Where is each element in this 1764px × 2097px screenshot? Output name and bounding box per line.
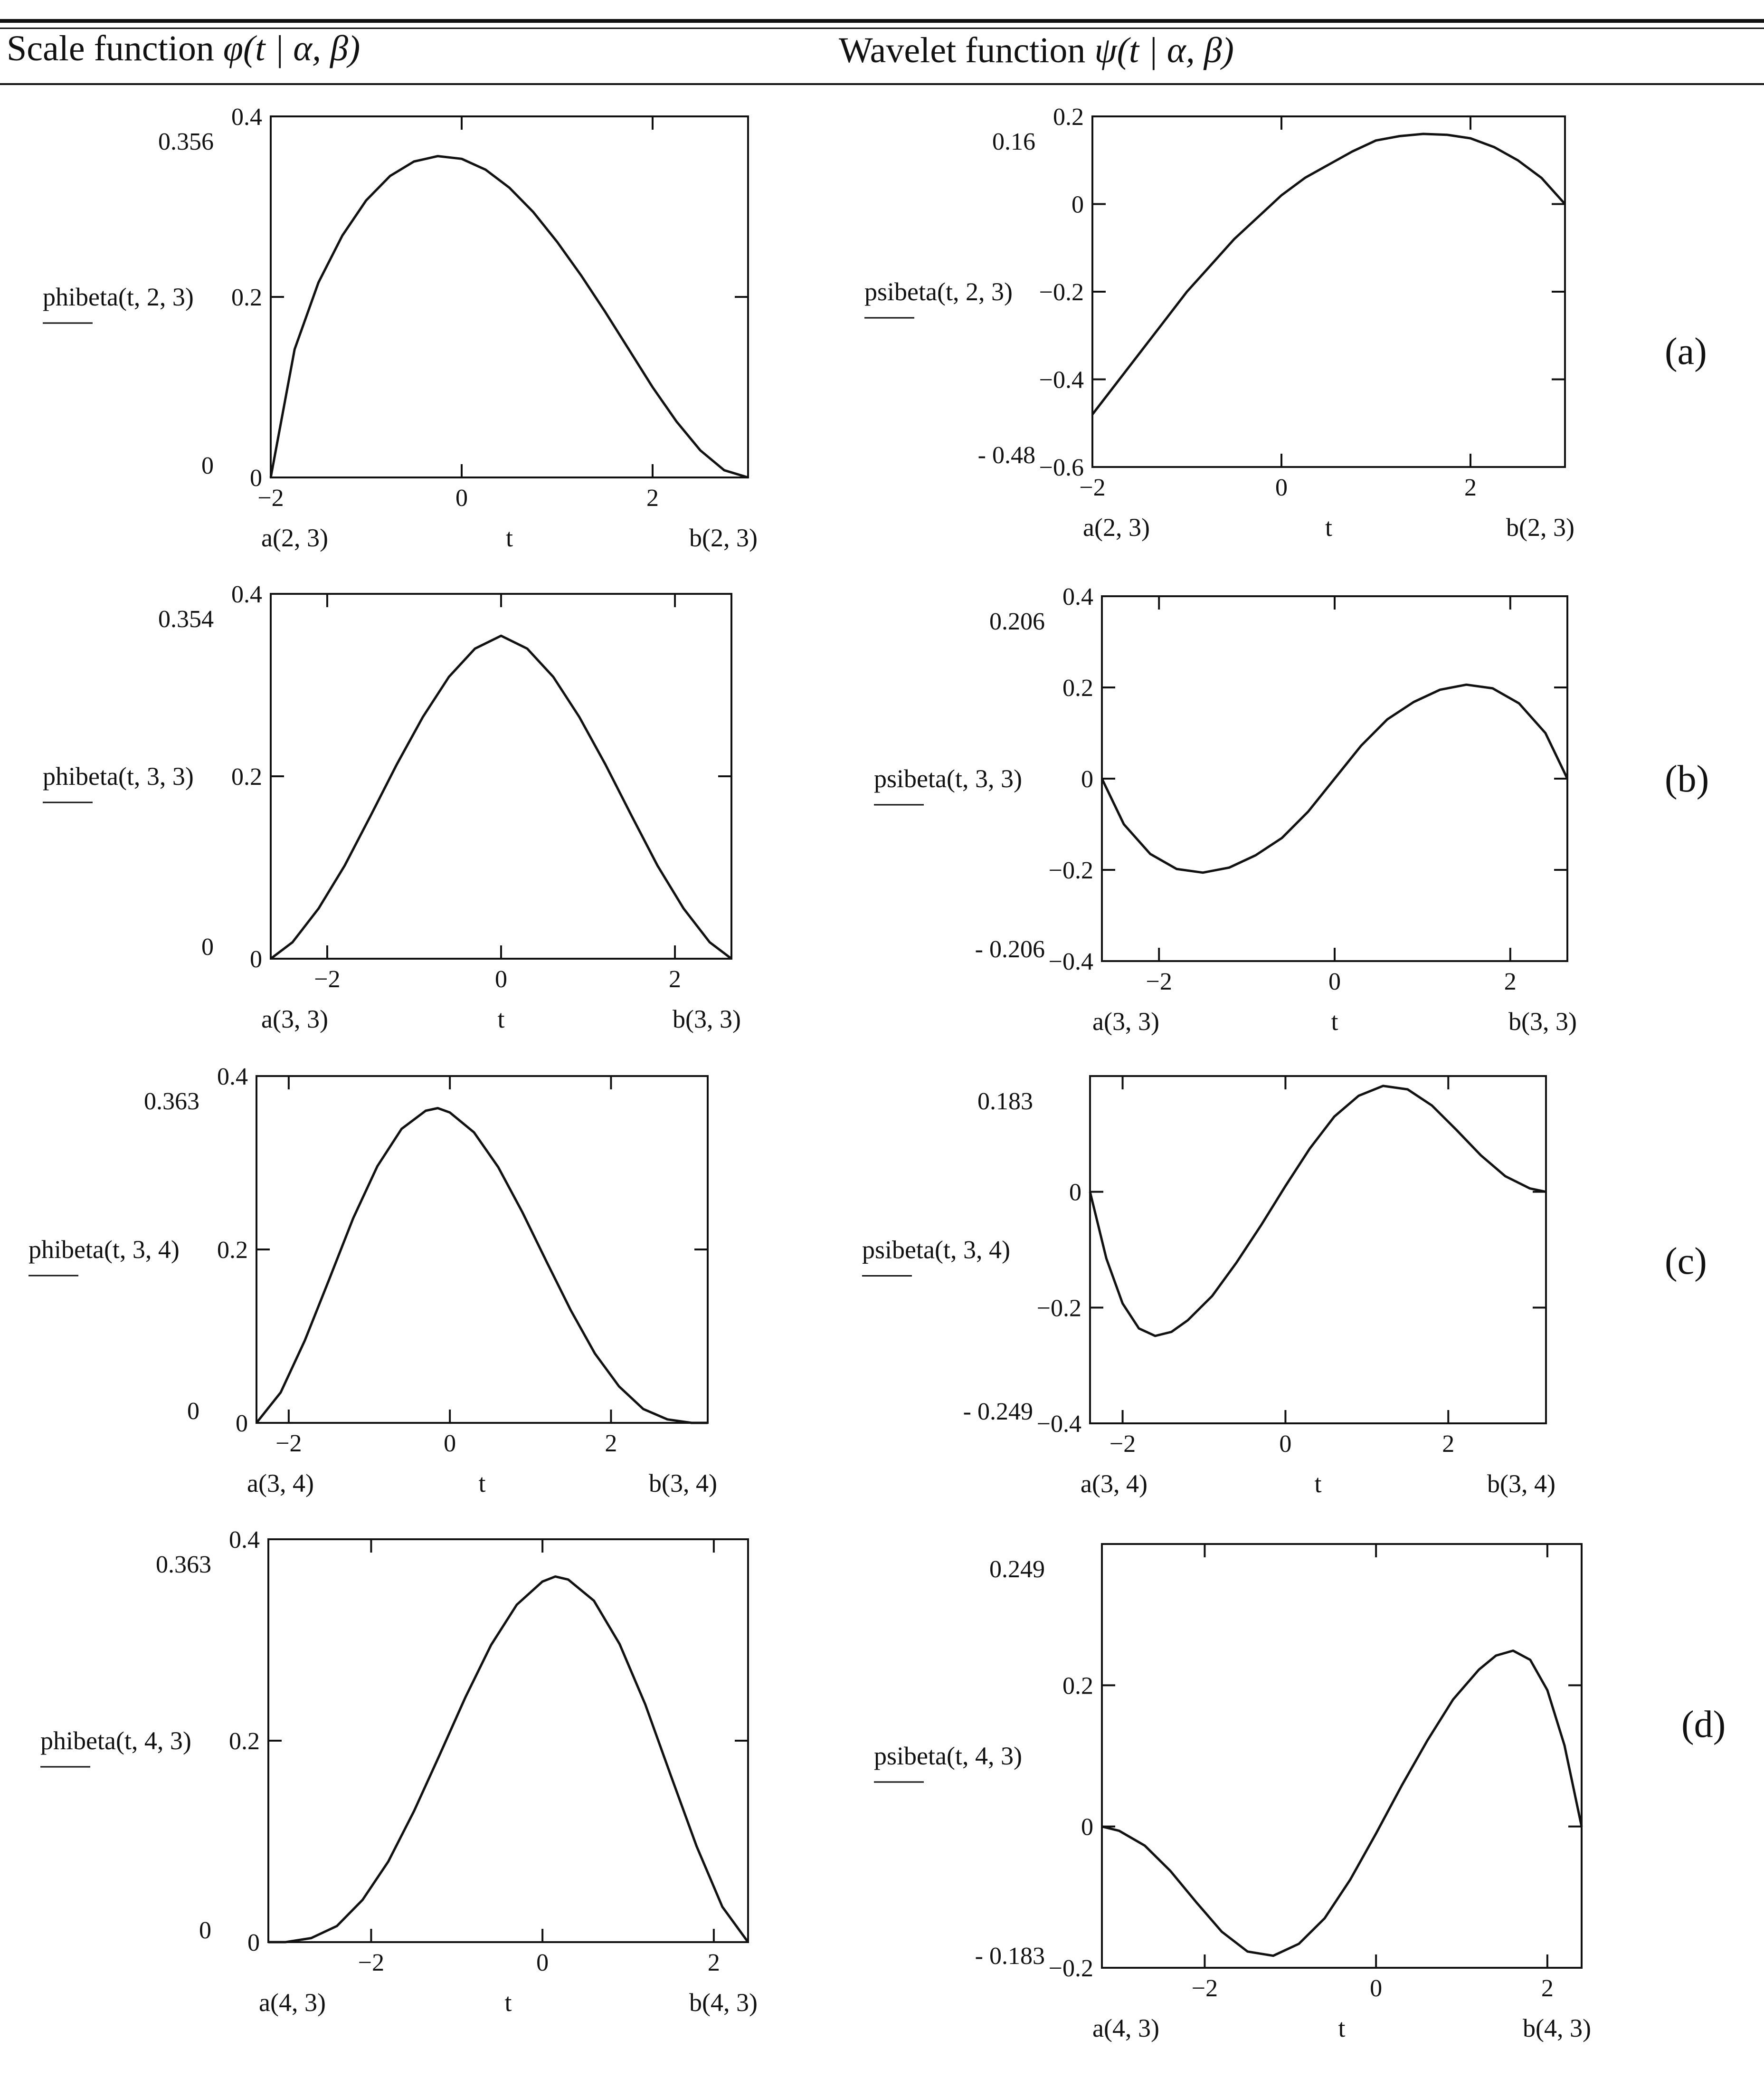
x-tick-label: 0 xyxy=(1328,968,1341,995)
y-tick-label: 0 xyxy=(250,465,262,492)
x-range-max-label: b(3, 4) xyxy=(649,1469,717,1497)
y-range-max-label: 0.16 xyxy=(992,128,1035,155)
y-tick-label: −0.4 xyxy=(1039,366,1084,394)
x-tick-label: 2 xyxy=(1541,1975,1554,2002)
x-tick-label: −2 xyxy=(1109,1430,1136,1458)
x-tick-label: 0 xyxy=(444,1430,456,1457)
y-tick-label: 0 xyxy=(1072,191,1084,219)
x-tick-label: 2 xyxy=(605,1430,617,1457)
x-tick-label: 2 xyxy=(669,966,682,993)
series-line xyxy=(256,1108,708,1423)
chart-phi_c xyxy=(28,1063,717,1497)
y-tick-label: 0.2 xyxy=(1062,1672,1093,1700)
x-axis-label: t xyxy=(1338,2014,1346,2042)
y-range-max-label: 0.206 xyxy=(989,608,1045,635)
x-axis-label: t xyxy=(478,1469,486,1497)
y-tick-label: −0.2 xyxy=(1048,1955,1093,1982)
y-tick-label: 0.4 xyxy=(217,1063,248,1090)
x-tick-label: 2 xyxy=(646,485,659,512)
y-range-min-label: 0 xyxy=(201,452,214,479)
plot-frame xyxy=(1102,1544,1582,1968)
x-range-min-label: a(2, 3) xyxy=(1083,513,1150,542)
chart-phi_a xyxy=(43,104,758,552)
y-range-max-label: 0.183 xyxy=(977,1088,1033,1115)
y-range-min-label: - 0.206 xyxy=(975,936,1045,963)
x-tick-label: 0 xyxy=(495,966,507,993)
x-tick-label: −2 xyxy=(1191,1975,1218,2002)
x-range-max-label: b(3, 3) xyxy=(1508,1007,1577,1036)
x-tick-label: 0 xyxy=(536,1949,549,1976)
scale-function-title: Scale function xyxy=(7,29,214,68)
y-range-max-label: 0.354 xyxy=(158,606,214,633)
x-axis-label: t xyxy=(497,1005,505,1033)
y-tick-label: −0.2 xyxy=(1039,279,1084,306)
y-tick-label: −0.2 xyxy=(1048,857,1093,884)
x-tick-label: −2 xyxy=(1146,968,1172,995)
x-range-max-label: b(4, 3) xyxy=(1523,2014,1591,2042)
series-line xyxy=(1092,134,1565,414)
y-tick-label: −0.2 xyxy=(1036,1295,1081,1322)
x-range-max-label: b(3, 3) xyxy=(673,1005,741,1033)
plot-frame xyxy=(268,1539,748,1942)
y-range-min-label: 0 xyxy=(201,934,214,961)
y-tick-label: 0.2 xyxy=(229,1728,260,1755)
y-axis-label: phibeta(t, 3, 3) xyxy=(43,762,194,791)
y-tick-label: 0 xyxy=(236,1410,248,1437)
chart-phi_d xyxy=(40,1526,758,2017)
y-tick-label: −0.4 xyxy=(1036,1411,1081,1438)
y-range-max-label: 0.363 xyxy=(144,1088,199,1115)
y-range-min-label: - 0.48 xyxy=(977,442,1035,469)
x-axis-label: t xyxy=(1331,1007,1338,1036)
series-line xyxy=(1102,685,1567,873)
x-tick-label: 2 xyxy=(1504,968,1517,995)
x-axis-label: t xyxy=(505,524,513,552)
y-range-max-label: 0.363 xyxy=(156,1551,211,1578)
y-tick-label: 0.2 xyxy=(231,763,262,791)
x-tick-label: 0 xyxy=(1279,1430,1292,1458)
plot-frame xyxy=(256,1076,708,1423)
x-range-max-label: b(2, 3) xyxy=(689,524,758,552)
y-axis-label: psibeta(t, 3, 4) xyxy=(862,1235,1010,1264)
y-tick-label: 0 xyxy=(1081,1813,1093,1841)
series-line xyxy=(268,1576,748,1942)
series-line xyxy=(271,156,748,477)
row-label-d: (d) xyxy=(1681,1704,1726,1745)
chart-psi_a xyxy=(864,104,1574,542)
plot-frame xyxy=(271,594,731,959)
x-range-min-label: a(4, 3) xyxy=(259,1988,326,2017)
series-line xyxy=(1102,1651,1582,1956)
chart-psi_c xyxy=(862,1076,1555,1498)
x-range-max-label: b(2, 3) xyxy=(1506,513,1574,542)
x-tick-label: 2 xyxy=(1442,1430,1455,1458)
y-tick-label: 0 xyxy=(250,946,262,973)
x-tick-label: −2 xyxy=(1079,474,1106,501)
x-tick-label: −2 xyxy=(314,966,341,993)
scale-function-symbol: φ(t | α, β) xyxy=(223,29,360,68)
wavelet-function-symbol: ψ(t | α, β) xyxy=(1094,30,1234,70)
x-range-min-label: a(2, 3) xyxy=(261,524,328,552)
y-range-min-label: - 0.183 xyxy=(975,1943,1045,1970)
y-tick-label: 0.2 xyxy=(1062,675,1093,702)
row-label-c: (c) xyxy=(1665,1240,1707,1282)
x-range-min-label: a(3, 4) xyxy=(247,1469,314,1497)
y-axis-label: phibeta(t, 2, 3) xyxy=(43,283,194,311)
series-line xyxy=(1090,1086,1546,1336)
y-tick-label: 0.2 xyxy=(217,1237,248,1264)
x-tick-label: 0 xyxy=(1275,474,1288,501)
x-tick-label: −2 xyxy=(257,485,284,512)
x-range-max-label: b(4, 3) xyxy=(689,1988,758,2017)
plot-frame xyxy=(1090,1076,1546,1423)
x-range-max-label: b(3, 4) xyxy=(1487,1469,1555,1498)
y-tick-label: 0.4 xyxy=(231,581,262,608)
wavelet-function-title: Wavelet function xyxy=(839,30,1086,70)
x-tick-label: 0 xyxy=(1370,1975,1383,2002)
x-tick-label: 2 xyxy=(707,1949,720,1976)
row-label-a: (a) xyxy=(1665,331,1707,372)
y-tick-label: 0.2 xyxy=(231,284,262,311)
x-axis-label: t xyxy=(1325,513,1333,542)
x-tick-label: 2 xyxy=(1464,474,1477,501)
y-tick-label: 0 xyxy=(1081,766,1093,793)
y-axis-label: psibeta(t, 2, 3) xyxy=(864,277,1013,306)
x-tick-label: −2 xyxy=(275,1430,302,1457)
x-tick-label: −2 xyxy=(358,1949,385,1976)
y-tick-label: −0.4 xyxy=(1048,948,1093,975)
chart-psi_d xyxy=(874,1544,1591,2042)
x-axis-label: t xyxy=(504,1988,512,2017)
y-range-min-label: 0 xyxy=(187,1398,199,1425)
row-label-b: (b) xyxy=(1665,758,1709,800)
y-tick-label: 0.4 xyxy=(231,104,262,131)
x-range-min-label: a(3, 3) xyxy=(261,1005,328,1033)
x-axis-label: t xyxy=(1314,1469,1322,1498)
y-tick-label: 0.4 xyxy=(1062,583,1093,610)
y-range-min-label: - 0.249 xyxy=(963,1398,1033,1425)
y-tick-label: −0.6 xyxy=(1039,454,1084,481)
chart-psi_b xyxy=(874,583,1577,1036)
y-axis-label: phibeta(t, 4, 3) xyxy=(40,1726,191,1755)
y-axis-label: psibeta(t, 4, 3) xyxy=(874,1742,1022,1770)
y-axis-label: phibeta(t, 3, 4) xyxy=(28,1235,180,1264)
y-tick-label: 0 xyxy=(1069,1179,1081,1206)
x-tick-label: 0 xyxy=(455,485,468,512)
y-tick-label: 0 xyxy=(247,1929,260,1956)
x-range-min-label: a(3, 4) xyxy=(1081,1469,1148,1498)
series-line xyxy=(271,636,731,959)
y-range-max-label: 0.356 xyxy=(158,128,214,155)
chart-phi_b xyxy=(43,581,741,1033)
y-range-max-label: 0.249 xyxy=(989,1556,1045,1583)
y-range-min-label: 0 xyxy=(199,1917,211,1944)
y-tick-label: 0.2 xyxy=(1053,104,1084,131)
y-tick-label: 0.4 xyxy=(229,1526,260,1554)
x-range-min-label: a(3, 3) xyxy=(1092,1007,1159,1036)
y-axis-label: psibeta(t, 3, 3) xyxy=(874,764,1022,793)
x-range-min-label: a(4, 3) xyxy=(1092,2014,1159,2042)
plot-frame xyxy=(1092,116,1565,467)
